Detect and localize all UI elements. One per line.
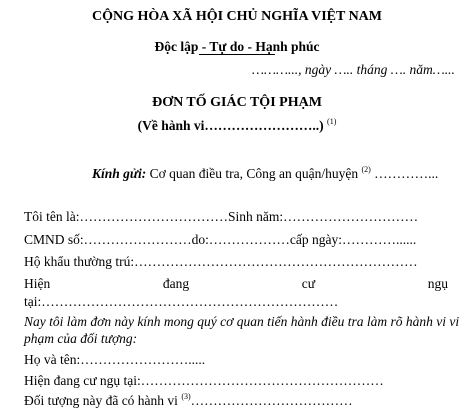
country-name-heading: CỘNG HÒA XÃ HỘI CHỦ NGHĨA VIỆT NAM — [91, 9, 382, 24]
form-title: ĐƠN TỐ GIÁC TỘI PHẠM — [152, 95, 322, 110]
recipient-label: Kính gửi: — [92, 166, 147, 181]
subject-behavior-line — [24, 394, 353, 408]
residence-line — [24, 277, 448, 291]
recipient-value: Cơ quan điều tra, Công an quận/huyện — [146, 166, 362, 181]
form-subtitle — [0, 119, 474, 133]
residence-word-1: Hiện — [24, 276, 51, 291]
behavior-label: Đối tượng này đã có hành vi — [24, 393, 182, 408]
request-line-1: Nay tôi làm đơn này kính mong quý cơ quan tiến hành điều tra làm rõ hành vi vi — [24, 314, 460, 329]
residence-continuation: tại:………………………………………………………… — [24, 294, 339, 309]
subject-name-line: Họ và tên:……………………..... — [24, 352, 206, 367]
request-line-2: phạm của đối tượng: — [24, 331, 138, 346]
national-motto: Độc lập - Tự do - Hạnh phúc — [154, 39, 320, 54]
footnote-3: (3) — [181, 392, 191, 401]
applicant-name-line: Tôi tên là:……………………………Sinh năm:………………………… — [24, 209, 419, 224]
behavior-subtitle-text: (Về hành vi……………………..) — [137, 118, 324, 133]
recipient-line — [92, 167, 438, 181]
subject-residence-line: Hiện đang cư ngụ tại:……………………………………………… — [24, 373, 384, 388]
id-card-line: CMND số:……………………do:………………cấp ngày:…………...... — [24, 232, 417, 247]
footnote-2: (2) — [361, 165, 371, 174]
household-line: Hộ khẩu thường trú:……………………………………………………… — [24, 254, 418, 269]
residence-word-4: ngụ — [427, 276, 448, 291]
residence-word-2: đang — [162, 276, 190, 291]
date-line: ………..., ngày ….. tháng …. năm…... — [252, 62, 455, 77]
behavior-trail: ……………………………… — [190, 393, 353, 408]
residence-word-3: cư — [301, 276, 316, 291]
footnote-1: (1) — [327, 117, 337, 126]
motto-underline — [199, 54, 275, 55]
recipient-trail: …………... — [370, 166, 439, 181]
